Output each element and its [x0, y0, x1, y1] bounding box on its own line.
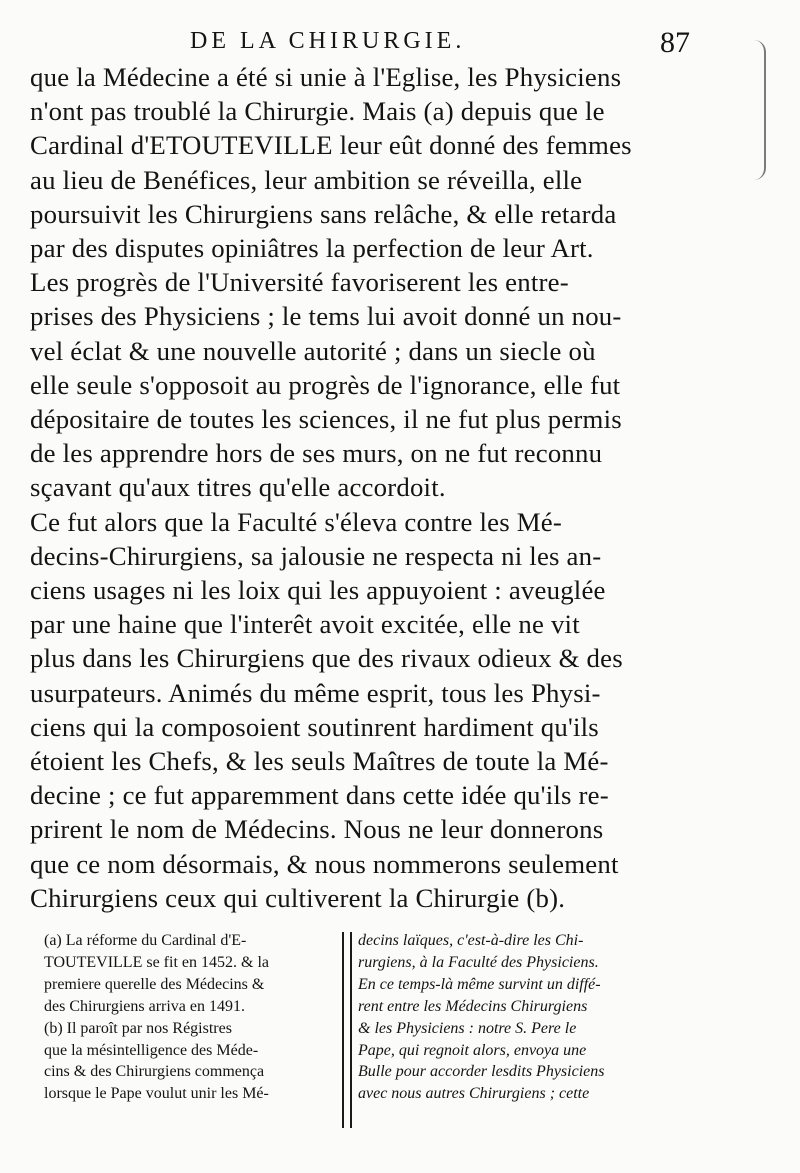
body-text-line: au lieu de Benéfices, leur ambition se réveilla, elle [30, 164, 583, 195]
body-text-line: que la Médecine a été si unie à l'Eglise, les Physiciens [30, 62, 622, 92]
body-text-line: poursuivit les Chirurgiens sans relâche, & elle retarda [30, 198, 617, 229]
body-text-line: n'ont pas troublé la Chirurgie. Mais (a) depuis que le [30, 96, 605, 127]
body-text-line: Chirurgiens ceux qui cultiverent la Chirurgie (b). [30, 882, 566, 913]
body-text-line: prises des Physiciens ; le tems lui avoit donné un nou- [30, 301, 622, 332]
footnote-line: que la mésintelligence des Méde- [44, 1041, 259, 1059]
body-text-line: que ce nom désormais, & nous nommerons seulement [30, 848, 619, 879]
footnote-line: des Chirurgiens arriva en 1491. [44, 997, 245, 1015]
main-text [30, 60, 690, 915]
body-text-line: vel éclat & une nouvelle autorité ; dans un siecle où [30, 335, 596, 366]
body-text-line: ciens qui la composoient soutinrent hardiment qu'ils [30, 711, 599, 742]
body-text-line: elle seule s'opposoit au progrès de l'ignorance, elle fut [30, 369, 621, 400]
footnote-column-right [358, 930, 688, 1105]
body-text-line: decine ; ce fut apparemment dans cette idée qu'ils re- [30, 780, 609, 811]
page-number: 87 [660, 26, 690, 59]
running-title: DE LA CHIRURGIE. [190, 28, 466, 54]
footnote-line: lorsque le Pape voulut unir les Mé- [44, 1085, 269, 1103]
body-text-line: decins-Chirurgiens, sa jalousie ne respecta ni les an- [30, 540, 602, 571]
footnote-line: cins & des Chirurgiens commença [44, 1063, 265, 1081]
body-text-line: Les progrès de l'Université favoriserent les entre- [30, 267, 569, 298]
footnote-column-left [44, 930, 340, 1105]
footnote-line: rent entre les Médecins Chirurgiens [358, 997, 588, 1015]
footnote-line: Pape, qui regnoit alors, envoya une [358, 1041, 587, 1059]
body-text-line: Ce fut alors que la Faculté s'éleva contre les Mé- [30, 506, 562, 537]
body-text-line: ciens usages ni les loix qui les appuyoient : aveuglée [30, 575, 606, 606]
body-text-line: étoient les Chefs, & les seuls Maîtres de toute la Mé- [30, 746, 609, 777]
body-text-line: par une haine que l'interêt avoit excitée, elle ne vit [30, 609, 580, 640]
footnote-line: premiere querelle des Médecins & [44, 975, 265, 993]
footnote-line: decins laïques, c'est-à-dire les Chi- [358, 932, 584, 949]
footnote-line: En ce temps-là même survint un diffé- [358, 975, 601, 993]
footnotes [30, 930, 690, 1140]
body-text-line: Cardinal d'ETOUTEVILLE leur eût donné des femmes [30, 130, 632, 161]
running-head [190, 22, 690, 62]
footnote-line: Bulle pour accorder lesdits Physiciens [358, 1063, 605, 1081]
body-text-line: usurpateurs. Animés du même esprit, tous les Physi- [30, 677, 601, 708]
body-text-line: sçavant qu'aux titres qu'elle accordoit. [30, 472, 446, 503]
footnote-line: TOUTEVILLE se fit en 1452. & la [44, 953, 269, 971]
body-text-line: plus dans les Chirurgiens que des rivaux odieux & des [30, 643, 623, 674]
footnote-line: (b) Il paroît par nos Régistres [44, 1019, 232, 1037]
footnote-line: rurgiens, à la Faculté des Physiciens. [358, 953, 599, 971]
footnote-line: & les Physiciens : notre S. Pere le [358, 1019, 577, 1037]
body-text-line: dépositaire de toutes les sciences, il ne fut plus permis [30, 404, 622, 435]
footnote-line: (a) La réforme du Cardinal d'E- [44, 932, 247, 949]
column-divider [342, 932, 352, 1128]
footnote-line: avec nous autres Chirurgiens ; cette [358, 1085, 590, 1103]
page-edge-curve [754, 40, 766, 180]
body-text-line: par des disputes opiniâtres la perfection de leur Art. [30, 233, 594, 264]
body-text-line: prirent le nom de Médecins. Nous ne leur donnerons [30, 814, 604, 845]
body-text-line: de les apprendre hors de ses murs, on ne fut reconnu [30, 438, 603, 469]
